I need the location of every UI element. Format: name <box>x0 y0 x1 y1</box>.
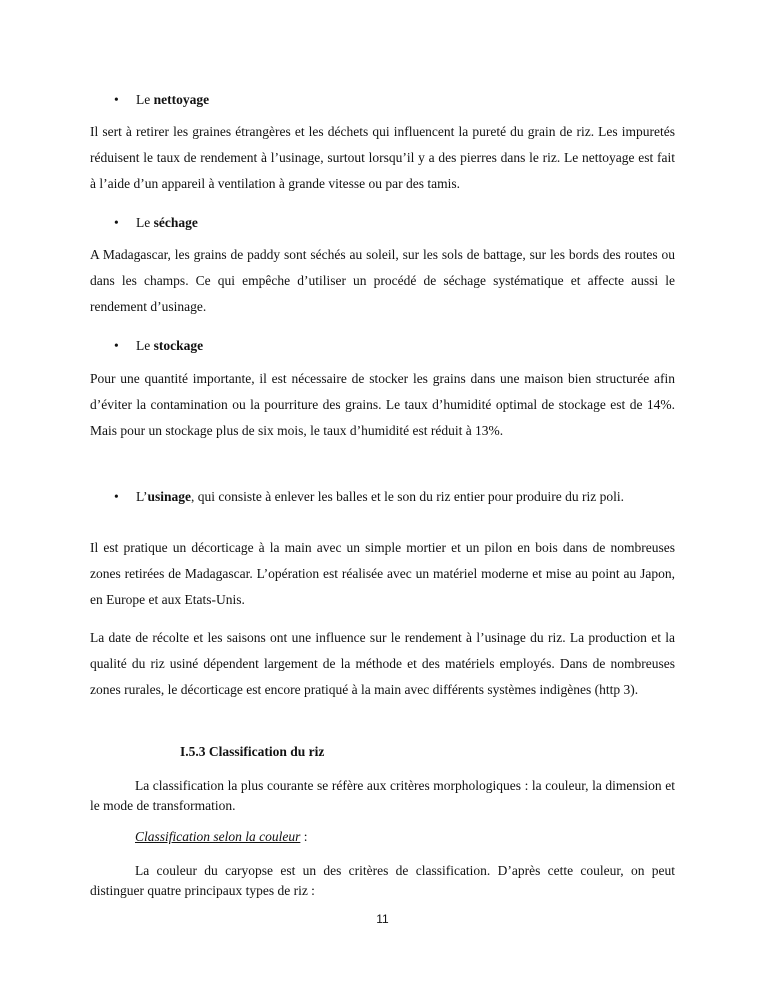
bullet-term: séchage <box>153 215 198 230</box>
subtitle-couleur <box>135 829 308 845</box>
bullet-term: stockage <box>153 338 204 353</box>
bullet-dot-icon: • <box>114 489 119 504</box>
bullet-dot-icon: • <box>114 92 119 107</box>
paragraph-recolte: La date de récolte et les saisons ont une influence sur le rendement à l’usinage du riz. La production et la qualité du riz usiné dépendent largement de la méthode et des matériels employés. Dans de nombreuses zones rurales, le décorticage est encore pratiqué à la main avec différents systèmes indigènes (http 3). <box>90 630 675 697</box>
bullet-term: usinage <box>147 489 192 504</box>
bullet-dot-icon: • <box>114 338 119 353</box>
paragraph-sechage: A Madagascar, les grains de paddy sont séchés au soleil, sur les sols de battage, sur les bords des routes ou dans les champs. Ce qui empêche d’utiliser un procédé de séchage systématique et affecte aussi le rendement d’usinage. <box>90 247 675 314</box>
bullet-term: nettoyage <box>153 92 210 107</box>
bullet-prefix: Le <box>136 92 154 107</box>
bullet-prefix: Le <box>136 215 154 230</box>
subtitle-suffix: : <box>300 829 308 844</box>
paragraph-usinage: Il est pratique un décorticage à la main avec un simple mortier et un pilon en bois dans de nombreuses zones retirées de Madagascar. L’opération est réalisée avec un matériel moderne et mise au point au Japon, en Europe et aux Etats-Unis. <box>90 540 675 607</box>
bullet-prefix: L’ <box>136 489 148 504</box>
bullet-dot-icon: • <box>114 215 119 230</box>
paragraph-couleur: La couleur du caryopse est un des critères de classification. D’après cette couleur, on peut distinguer quatre principaux types de riz : <box>90 863 675 898</box>
page-number: 11 <box>376 912 389 926</box>
bullet-rest: , qui consiste à enlever les balles et le son du riz entier pour produire du riz poli. <box>191 489 625 504</box>
paragraph-nettoyage: Il sert à retirer les graines étrangères et les déchets qui influencent la pureté du grain de riz. Les impuretés réduisent le taux de rendement à l’usinage, surtout lorsqu’il y a des pierres dans le riz. Le nettoyage est fait à l’aide d’un appareil à ventilation à grande vitesse ou par des tamis. <box>90 124 675 191</box>
section-heading: I.5.3 Classification du riz <box>180 744 325 759</box>
subtitle-text: Classification selon la couleur <box>135 829 301 844</box>
bullet-usinage <box>114 486 675 507</box>
bullet-prefix: Le <box>136 338 154 353</box>
paragraph-classification-intro: La classification la plus courante se réfère aux critères morphologiques : la couleur, la dimension et le mode de transformation. <box>90 778 675 813</box>
paragraph-stockage: Pour une quantité importante, il est nécessaire de stocker les grains dans une maison bien structurée afin d’éviter la contamination ou la pourriture des grains. Le taux d’humidité optimal de stockage est de 14%. Mais pour un stockage plus de six mois, le taux d’humidité est réduit à 13%. <box>90 371 675 438</box>
